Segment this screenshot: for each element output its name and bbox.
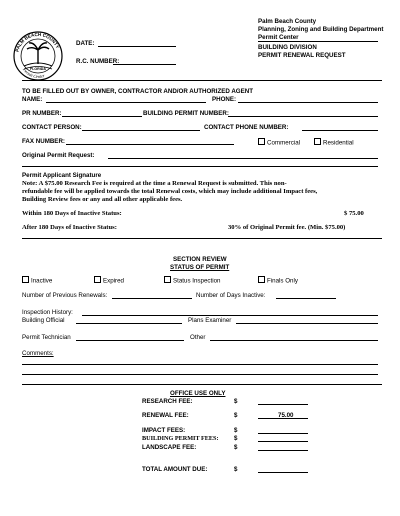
permit-technician-label: Permit Technician xyxy=(22,334,71,341)
days-inactive-field[interactable] xyxy=(276,298,336,299)
fax-number-field[interactable] xyxy=(66,144,234,145)
phone-field[interactable] xyxy=(238,102,378,103)
impact-fees-currency: $ xyxy=(234,427,238,434)
research-fee-currency: $ xyxy=(234,398,238,405)
building-permit-fees-label: BUILDING PERMIT FEES: xyxy=(142,435,219,442)
comments-label: Comments: xyxy=(22,350,54,357)
name-field[interactable] xyxy=(46,102,206,103)
status-inspection-checkbox[interactable] xyxy=(164,276,171,283)
plans-examiner-label: Plans Examiner xyxy=(188,317,232,324)
residential-label: Residential xyxy=(323,139,354,147)
expired-label: Expired xyxy=(103,277,124,285)
finals-only-label: Finals Only xyxy=(267,277,298,285)
contact-phone-field[interactable] xyxy=(302,130,378,131)
section-review-title: SECTION REVIEW xyxy=(173,256,227,263)
plans-examiner-field[interactable] xyxy=(236,323,378,324)
owner-instruction: TO BE FILLED OUT BY OWNER, CONTRACTOR AND/OR AUTHORIZED AGENT xyxy=(22,88,253,95)
impact-fees-field[interactable] xyxy=(258,433,308,434)
within-180-value: $ 75.00 xyxy=(344,210,364,217)
building-permit-fees-field[interactable] xyxy=(258,441,308,442)
inactive-checkbox[interactable] xyxy=(22,276,29,283)
note-line-1: Note: A $75.00 Research Fee is required at the time a Renewal Request is submitted. This non- xyxy=(22,180,287,187)
fax-number-label: FAX NUMBER: xyxy=(22,138,65,145)
commercial-label: Commercial xyxy=(267,139,301,147)
status-inspection-option[interactable] xyxy=(164,276,220,285)
rc-number-field[interactable] xyxy=(113,64,176,65)
building-permit-fees-currency: $ xyxy=(234,435,238,442)
original-request-label: Original Permit Request: xyxy=(22,152,95,159)
status-inspection-label: Status Inspection xyxy=(173,277,221,285)
building-permit-number-label: BUILDING PERMIT NUMBER: xyxy=(143,110,229,117)
lower-rule xyxy=(22,384,382,385)
note-line-3: Building Review fees or any and all other applicable fees. xyxy=(22,196,183,203)
comments-line-2[interactable] xyxy=(22,374,378,375)
building-official-label: Building Official xyxy=(22,317,65,324)
expired-option[interactable] xyxy=(94,276,124,285)
inactive-label: Inactive xyxy=(31,277,53,285)
form-title: PERMIT RENEWAL REQUEST xyxy=(258,52,346,59)
inspection-history-label: Inspection History: xyxy=(22,309,73,316)
office-use-title: OFFICE USE ONLY xyxy=(170,390,226,397)
pr-number-field[interactable] xyxy=(62,116,142,117)
research-fee-field[interactable] xyxy=(258,404,308,405)
county-seal-logo xyxy=(12,30,64,82)
commercial-checkbox[interactable] xyxy=(258,138,265,145)
permit-technician-field[interactable] xyxy=(76,340,184,341)
middle-rule xyxy=(22,238,382,239)
pr-number-label: PR NUMBER: xyxy=(22,110,62,117)
department-name: Planning, Zoning and Building Department xyxy=(258,26,384,33)
research-fee-label: RESEARCH FEE: xyxy=(142,398,193,405)
after-180-label: After 180 Days of Inactive Status: xyxy=(22,224,117,231)
renewal-fee-label: RENEWAL FEE: xyxy=(142,412,189,419)
contact-person-field[interactable] xyxy=(82,130,200,131)
total-amount-due-label: TOTAL AMOUNT DUE: xyxy=(142,466,208,473)
landscape-fee-field[interactable] xyxy=(258,450,308,451)
header-divider xyxy=(258,41,378,42)
note-line-2: refundable fee will be applied towards the total Renewal costs, which may include additional Impact fees, xyxy=(22,188,318,195)
rc-number-label: R.C. NUMBER: xyxy=(76,58,120,65)
impact-fees-label: IMPACT FEES: xyxy=(142,427,186,434)
previous-renewals-label: Number of Previous Renewals: xyxy=(22,292,108,299)
building-permit-number-field[interactable] xyxy=(228,116,378,117)
county-name: Palm Beach County xyxy=(258,18,317,25)
svg-text:Permit Center: Permit Center xyxy=(21,67,46,80)
signature-label: Permit Applicant Signature xyxy=(22,172,102,179)
date-field[interactable] xyxy=(98,46,176,47)
building-official-field[interactable] xyxy=(76,323,182,324)
status-of-permit-title: STATUS OF PERMIT xyxy=(170,264,230,271)
contact-person-label: CONTACT PERSON: xyxy=(22,124,82,131)
landscape-fee-currency: $ xyxy=(234,444,238,451)
other-field[interactable] xyxy=(210,340,378,341)
inspection-history-field[interactable] xyxy=(82,315,378,316)
division-name: BUILDING DIVISION xyxy=(258,44,317,51)
previous-renewals-field[interactable] xyxy=(112,298,192,299)
other-label: Other xyxy=(190,334,206,341)
phone-label: PHONE: xyxy=(212,96,237,103)
commercial-option[interactable] xyxy=(258,138,300,147)
total-amount-due-field[interactable] xyxy=(258,472,308,473)
residential-checkbox[interactable] xyxy=(314,138,321,145)
expired-checkbox[interactable] xyxy=(94,276,101,283)
after-180-value: 30% of Original Permit fee. (Min. $75.00) xyxy=(228,224,346,231)
finals-only-option[interactable] xyxy=(258,276,298,285)
top-rule xyxy=(22,80,382,81)
svg-text:FLORIDA: FLORIDA xyxy=(30,67,46,71)
days-inactive-label: Number of Days Inactive: xyxy=(196,292,266,299)
original-request-field-2[interactable] xyxy=(22,166,378,167)
total-amount-due-currency: $ xyxy=(234,466,238,473)
residential-option[interactable] xyxy=(314,138,354,147)
name-label: NAME: xyxy=(22,96,43,103)
inactive-option[interactable] xyxy=(22,276,52,285)
date-label: DATE: xyxy=(76,40,95,47)
renewal-fee-currency: $ xyxy=(234,412,238,419)
renewal-fee-value: 75.00 xyxy=(278,412,294,419)
original-request-field[interactable] xyxy=(108,158,378,159)
within-180-label: Within 180 Days of Inactive Status: xyxy=(22,210,122,217)
permit-center-name: Permit Center xyxy=(258,34,299,41)
finals-only-checkbox[interactable] xyxy=(258,276,265,283)
contact-phone-label: CONTACT PHONE NUMBER: xyxy=(204,124,289,131)
comments-line-1[interactable] xyxy=(22,364,378,365)
svg-text:PALM BEACH COUNTY: PALM BEACH COUNTY xyxy=(14,31,61,53)
landscape-fee-label: LANDSCAPE FEE: xyxy=(142,444,197,451)
